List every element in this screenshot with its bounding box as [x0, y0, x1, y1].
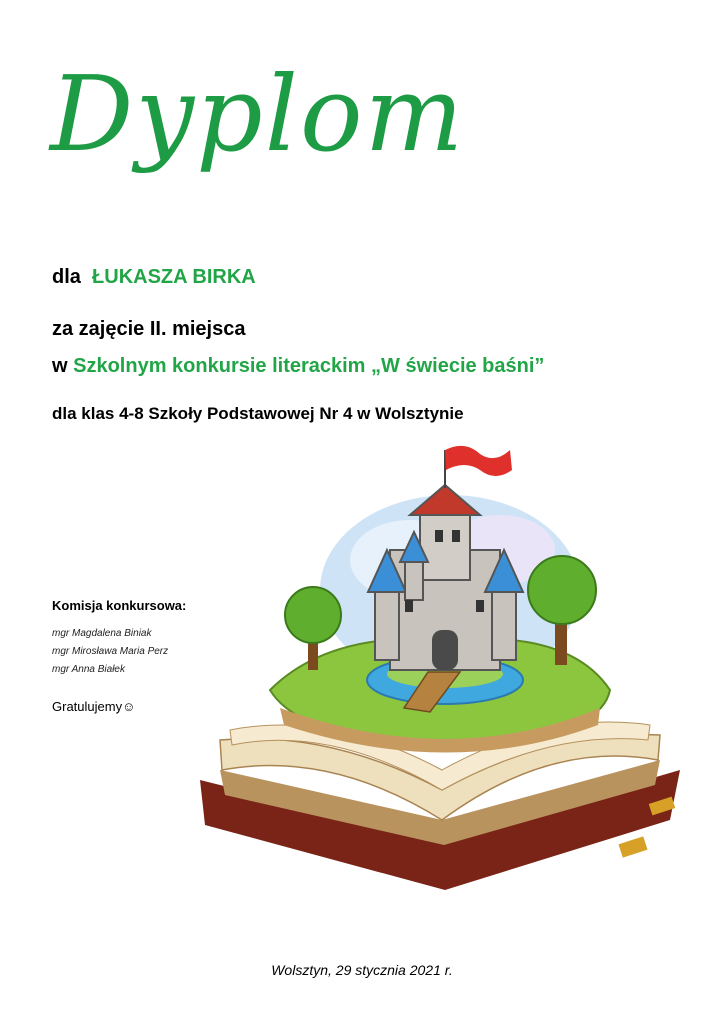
contest-line — [52, 355, 544, 378]
contest-name: Szkolnym konkursie literackim „W świecie baśni” — [73, 355, 545, 377]
recipient-name: ŁUKASZA BIRKA — [92, 266, 256, 288]
placement-line: za zajęcie II. miejsca — [52, 318, 246, 340]
committee-member: mgr Mirosława Maria Perz — [52, 646, 169, 657]
place-and-date: Wolsztyn, 29 stycznia 2021 r. — [271, 962, 453, 978]
classes-line: dla klas 4-8 Szkoły Podstawowej Nr 4 w Wolsztynie — [52, 404, 464, 423]
recipient-line — [52, 266, 256, 289]
in-word: w — [52, 355, 68, 377]
committee-heading: Komisja konkursowa: — [52, 598, 187, 613]
committee-member: mgr Magdalena Biniak — [52, 628, 152, 639]
committee-member: mgr Anna Białek — [52, 664, 125, 675]
for-word: dla — [52, 266, 81, 288]
castle-book-illustration — [180, 440, 700, 910]
congratulations-text: Gratulujemy☺ — [52, 699, 136, 714]
diploma-title: Dyplom — [50, 53, 466, 175]
